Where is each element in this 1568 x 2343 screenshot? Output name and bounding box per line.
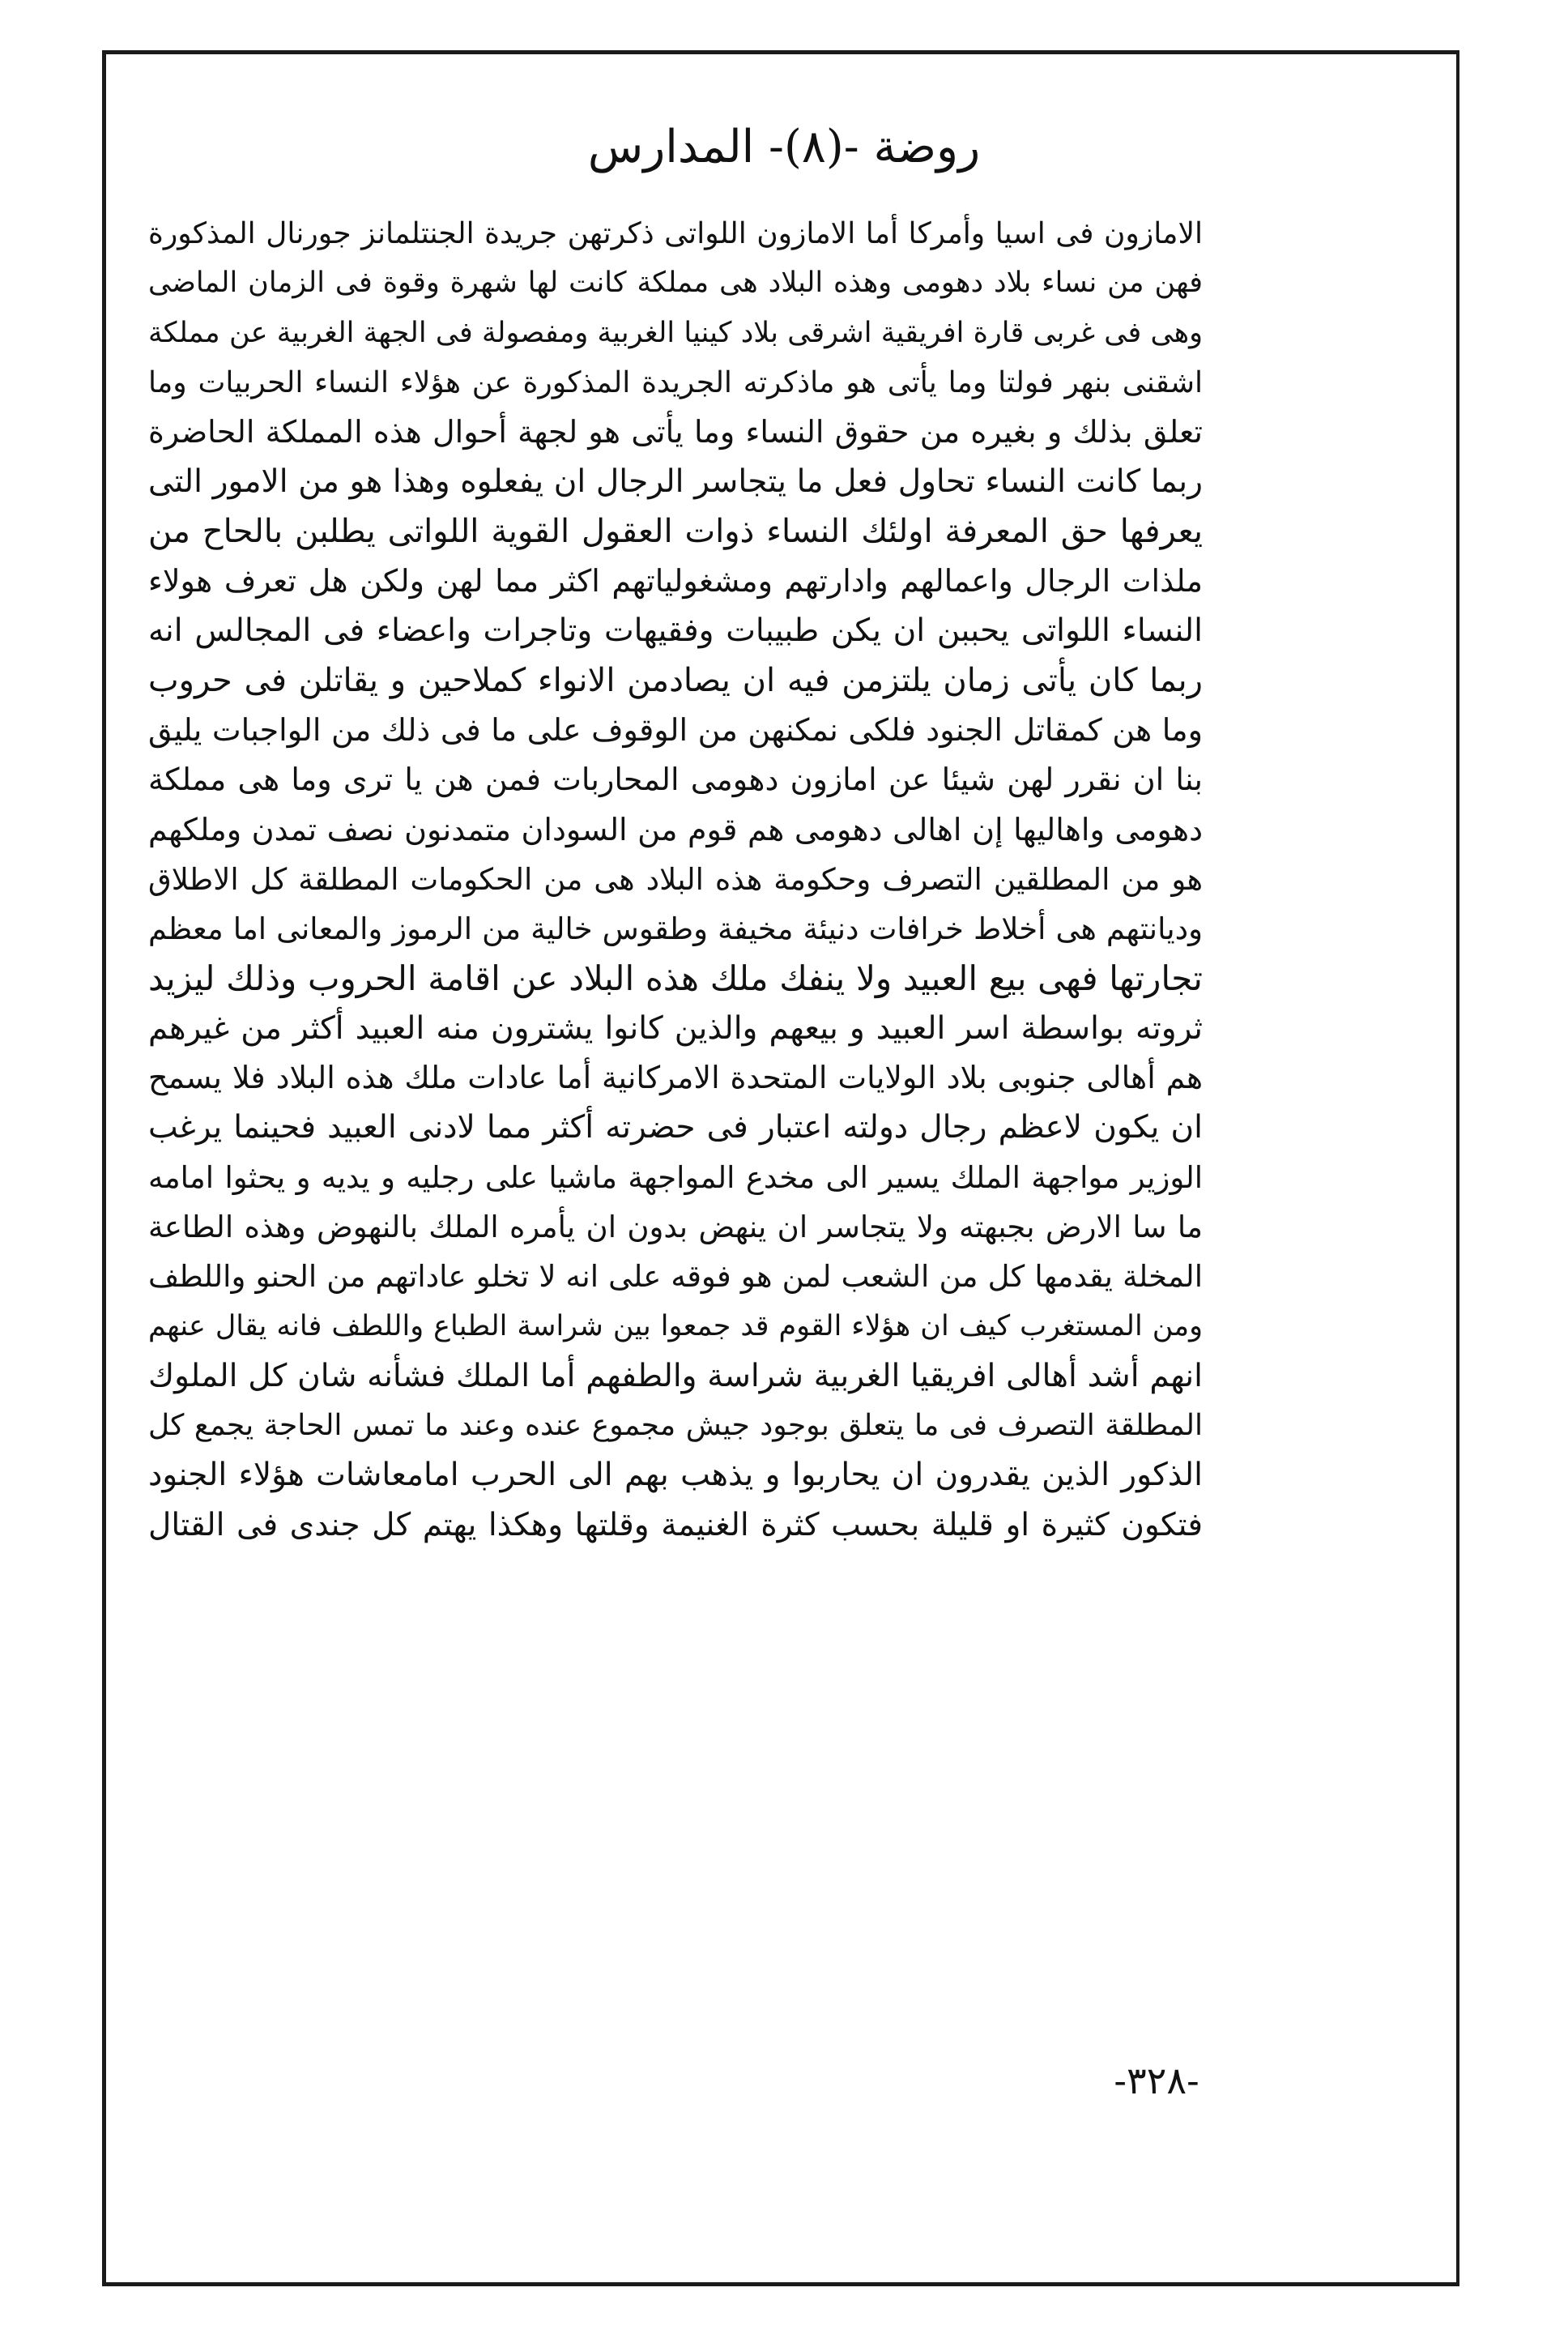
text-line: الامازون فى اسيا وأمركا أما الامازون اللواتى ذكرتهن جريدة الجنتلمانز جورنال المذكورة: [148, 217, 1203, 250]
text-line: تجارتها فهى بيع العبيد ولا ينفك ملك هذه البلاد عن اقامة الحروب وذلك ليزيد: [148, 958, 1203, 999]
page-number: -٣٢٨-: [1114, 2059, 1199, 2102]
text-line: المطلقة التصرف فى ما يتعلق بوجود جيش مجموع عنده وعند ما تمس الحاجة يجمع كل: [148, 1409, 1203, 1443]
text-line: هم أهالى جنوبى بلاد الولايات المتحدة الامركانية أما عادات ملك هذه البلاد فلا يسمح: [148, 1060, 1203, 1096]
text-line: انهم أشد أهالى افريقيا الغربية شراسة والطفهم أما الملك فشأنه شان كل الملوك: [148, 1357, 1203, 1394]
text-line: وهى فى غربى قارة افريقية اشرقى بلاد كينيا الغربية ومفصولة فى الجهة الغربية عن مملكة: [148, 316, 1203, 349]
text-line: ربما كان يأتى زمان يلتزمن فيه ان يصادمن الانواء كملاحين و يقاتلن فى حروب: [148, 661, 1203, 699]
text-line: يعرفها حق المعرفة اولئك النساء ذوات العقول القوية اللواتى يطلبن بالحاح من: [148, 512, 1203, 550]
text-line: النساء اللواتى يحببن ان يكن طبيبات وفقيهات وتاجرات واعضاء فى المجالس انه: [148, 612, 1203, 650]
text-line: ربما كانت النساء تحاول فعل ما يتجاسر الرجال ان يفعلوه وهذا هو من الامور التى: [148, 463, 1203, 501]
text-line: فهن من نساء بلاد دهومى وهذه البلاد هى مملكة كانت لها شهرة وقوة فى الزمان الماضى: [148, 267, 1203, 300]
text-line: بنا ان نقرر لهن شيئا عن امازون دهومى المحاربات فمن هن يا ترى وما هى مملكة: [148, 762, 1203, 798]
body-text: [148, 209, 1203, 1550]
text-line: ما سا الارض بجبهته ولا يتجاسر ان ينهض بدون ان يأمره الملك بالنهوض وهذه الطاعة: [148, 1209, 1203, 1244]
text-line: فتكون كثيرة او قليلة بحسب كثرة الغنيمة وقلتها وهكذا يهتم كل جندى فى القتال: [148, 1506, 1203, 1543]
text-line: وديانتهم هى أخلاط خرافات دنيئة مخيفة وطقوس خالية من الرموز والمعانى اما معظم: [148, 911, 1203, 947]
text-line: ملذات الرجال واعمالهم وادارتهم ومشغولياتهم اكثر مما لهن ولكن هل تعرف هولاء: [148, 563, 1203, 600]
text-line: دهومى واهاليها إن اهالى دهومى هم قوم من السودان متمدنون نصف تمدن وملكهم: [148, 811, 1203, 847]
text-line: ثروته بواسطة اسر العبيد و بيعهم والذين كانوا يشترون منه العبيد أكثر من غيرهم: [148, 1009, 1203, 1047]
page-header: روضة -(٨)- المدارس: [587, 121, 981, 173]
text-line: تعلق بذلك و بغيره من حقوق النساء وما يأتى هو لجهة أحوال هذه المملكة الحاضرة: [148, 414, 1203, 450]
text-line: الوزير مواجهة الملك يسير الى مخدع المواجهة ماشيا على رجليه و يديه و يحثوا امامه: [148, 1159, 1203, 1195]
text-line: الذكور الذين يقدرون ان يحاربوا و يذهب بهم الى الحرب امامعاشات هؤلاء الجنود: [148, 1457, 1203, 1494]
text-line: وما هن كمقاتل الجنود فلكى نمكنهن من الوقوف على ما فى ذلك من الواجبات يليق: [148, 711, 1203, 748]
text-line: اشقنى بنهر فولتا وما يأتى هو ماذكرته الجريدة المذكورة عن هؤلاء النساء الحربيات وما: [148, 365, 1203, 399]
text-line: ومن المستغرب كيف ان هؤلاء القوم قد جمعوا بين شراسة الطباع واللطف فانه يقال عنهم: [148, 1309, 1203, 1342]
text-line: ان يكون لاعظم رجال دولته اعتبار فى حضرته أكثر مما لادنى العبيد فحينما يرغب: [148, 1109, 1203, 1146]
text-line: هو من المطلقين التصرف وحكومة هذه البلاد هى من الحكومات المطلقة كل الاطلاق: [148, 861, 1203, 897]
text-line: المخلة يقدمها كل من الشعب لمن هو فوقه على انه لا تخلو عاداتهم من الحنو واللطف: [148, 1259, 1203, 1295]
